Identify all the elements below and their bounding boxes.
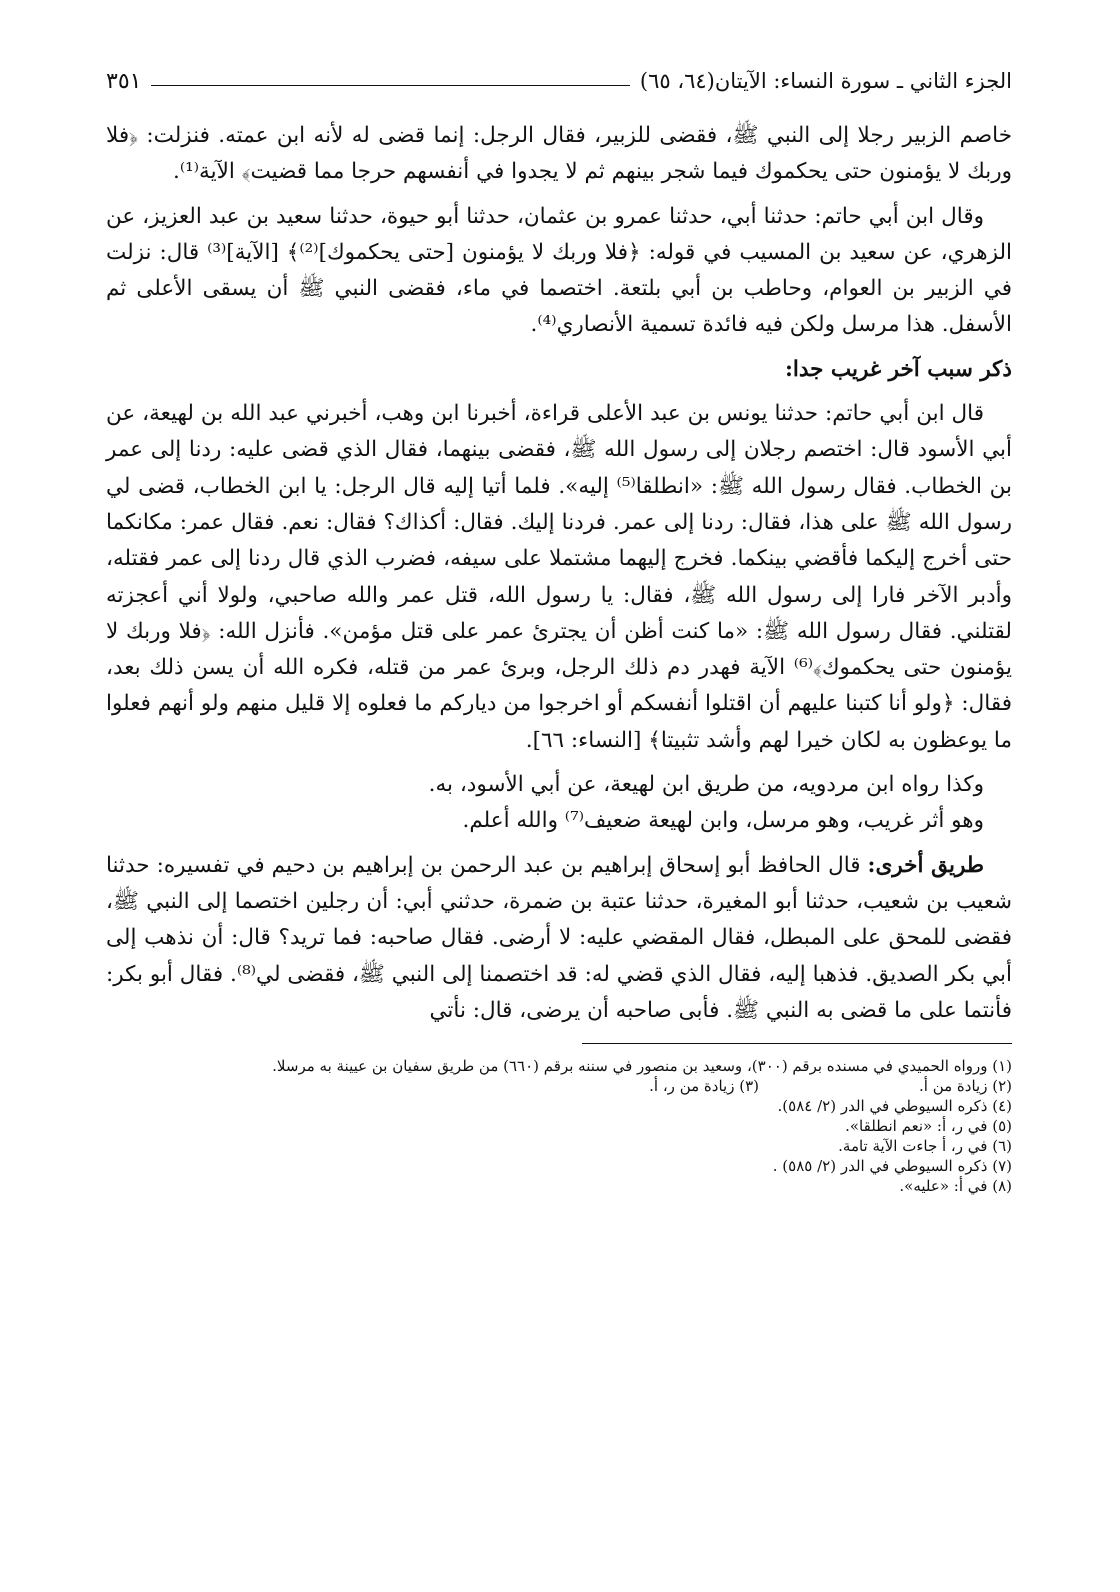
footnotes: [106, 1043, 1012, 1196]
footnote-2: (٢) زيادة من أ.: [919, 1077, 1012, 1096]
header-title: الجزء الثاني ـ سورة النساء: الآيتان(٦٤، ٦٥): [639, 69, 1012, 93]
footnote-row-2-3: [106, 1076, 1012, 1096]
footnote-rule: [582, 1043, 1012, 1044]
footnote-8: (٨) في أ: «عليه».: [899, 1177, 1012, 1196]
footnote-5: (٥) في ر، أ: «نعم انطلقا».: [845, 1117, 1012, 1136]
paragraph-4: وكذا رواه ابن مردويه، من طريق ابن لهيعة، عن أبي الأسود، به.: [428, 772, 984, 798]
lead-phrase: طريق أخرى:: [867, 852, 984, 878]
page-number: ٣٥١: [106, 68, 142, 94]
main-text: [106, 118, 1012, 1029]
header-rule: [151, 85, 629, 86]
footnote-3: (٣) زيادة من ر، أ.: [649, 1077, 759, 1096]
paragraph-6: [106, 848, 1012, 1029]
section-heading: ذكر سبب آخر غريب جدا:: [784, 356, 1012, 382]
paragraph-3: قال ابن أبي حاتم: حدثنا يونس بن عبد الأعلى قراءة، أخبرنا ابن وهب، أخبرني عبد الله بن لهيعة، عن أبي الأسود قال: اختصم رجلان إلى رسول الله ﷺ، فقضى بينهما، فقال الذي قضى عليه: ردنا إلى عمر بن الخطاب. فقال رسول الله ﷺ: «انطلقا⁽⁵⁾ إليه». فلما أتيا إليه قال الرجل: يا ابن الخطاب، قضى لي رسول الله ﷺ على هذا، فقال: ردنا إلى عمر. فردنا إليك. فقال: أكذاك؟ فقال: نعم. فقال عمر: مكانكما حتى أخرج إليكما فأقضي بينكما. فخرج إليهما مشتملا على سيفه، فضرب الذي قال ردنا إلى عمر فقتله، وأدبر الآخر فارا إلى رسول الله ﷺ، فقال: يا رسول الله، قتل عمر والله صاحبي، ولولا أني أعجزته لقتلني. فقال رسول الله ﷺ: «ما كنت أظن أن يجترئ عمر على قتل مؤمن». فأنزل الله: ﴿فلا وربك لا يؤمنون حتى يحكموك﴾⁽⁶⁾ الآية فهدر دم ذلك الرجل، وبرئ عمر من قتله، فكره الله أن يسن ذلك بعد، فقال: ﴿ولو أنا كتبنا عليهم أن اقتلوا أنفسكم أو اخرجوا من دياركم ما فعلوه إلا قليل منهم ولو أنهم فعلوا ما يوعظون به لكان خيرا لهم وأشد تثبيتا﴾ [النساء: ٦٦].: [106, 401, 1012, 753]
paragraph-6-text: قال الحافظ أبو إسحاق إبراهيم بن عبد الرحمن بن إبراهيم بن دحيم في تفسيره: حدثنا شعيب بن شعيب، حدثنا أبو المغيرة، حدثنا عتبة بن ضمرة، حدثني أبي: أن رجلين اختصما إلى النبي ﷺ، فقضى للمحق على المبطل، فقال المقضي عليه: لا أرضى. فقال صاحبه: فما تريد؟ قال: أن نذهب إلى أبي بكر الصديق. فذهبا إليه، فقال الذي قضي له: قد اختصمنا إلى النبي ﷺ، فقضى لي⁽⁸⁾. فقال أبو بكر: فأنتما على ما قضى به النبي ﷺ. فأبى صاحبه أن يرضى، قال: نأتي: [106, 852, 1012, 1023]
footnote-4: (٤) ذكره السيوطي في الدر (٢/ ٥٨٤).: [777, 1097, 1012, 1116]
paragraph-5: وهو أثر غريب، وهو مرسل، وابن لهيعة ضعيف⁽⁷⁾ والله أعلم.: [462, 808, 984, 834]
paragraph-2: وقال ابن أبي حاتم: حدثنا أبي، حدثنا عمرو بن عثمان، حدثنا أبو حيوة، حدثنا سعيد بن عبد العزيز، عن الزهري، عن سعيد بن المسيب في قوله: ﴿فلا وربك لا يؤمنون [حتى يحكموك]⁽²⁾﴾ [الآية]⁽³⁾ قال: نزلت في الزبير بن العوام، وحاطب بن أبي بلتعة. اختصما في ماء، فقضى النبي ﷺ أن يسقى الأعلى ثم الأسفل. هذا مرسل ولكن فيه فائدة تسمية الأنصاري⁽⁴⁾.: [106, 203, 1013, 338]
paragraph-1: خاصم الزبير رجلا إلى النبي ﷺ، فقضى للزبير، فقال الرجل: إنما قضى له لأنه ابن عمته. فنزلت: ﴿فلا وربك لا يؤمنون حتى يحكموك فيما شجر بينهم ثم لا يجدوا في أنفسهم حرجا مما قضيت﴾ الآية⁽¹⁾.: [106, 123, 1012, 185]
footnote-1: (١) ورواه الحميدي في مسنده برقم (٣٠٠)، وسعيد بن منصور في سننه برقم (٦٦٠) من طريق سفيان بن عيينة به مرسلا.: [272, 1057, 1012, 1076]
running-header: [106, 64, 1012, 98]
footnote-6: (٦) في ر، أ جاءت الآية تامة.: [838, 1137, 1012, 1156]
footnote-7: (٧) ذكره السيوطي في الدر (٢/ ٥٨٥) .: [772, 1157, 1012, 1176]
